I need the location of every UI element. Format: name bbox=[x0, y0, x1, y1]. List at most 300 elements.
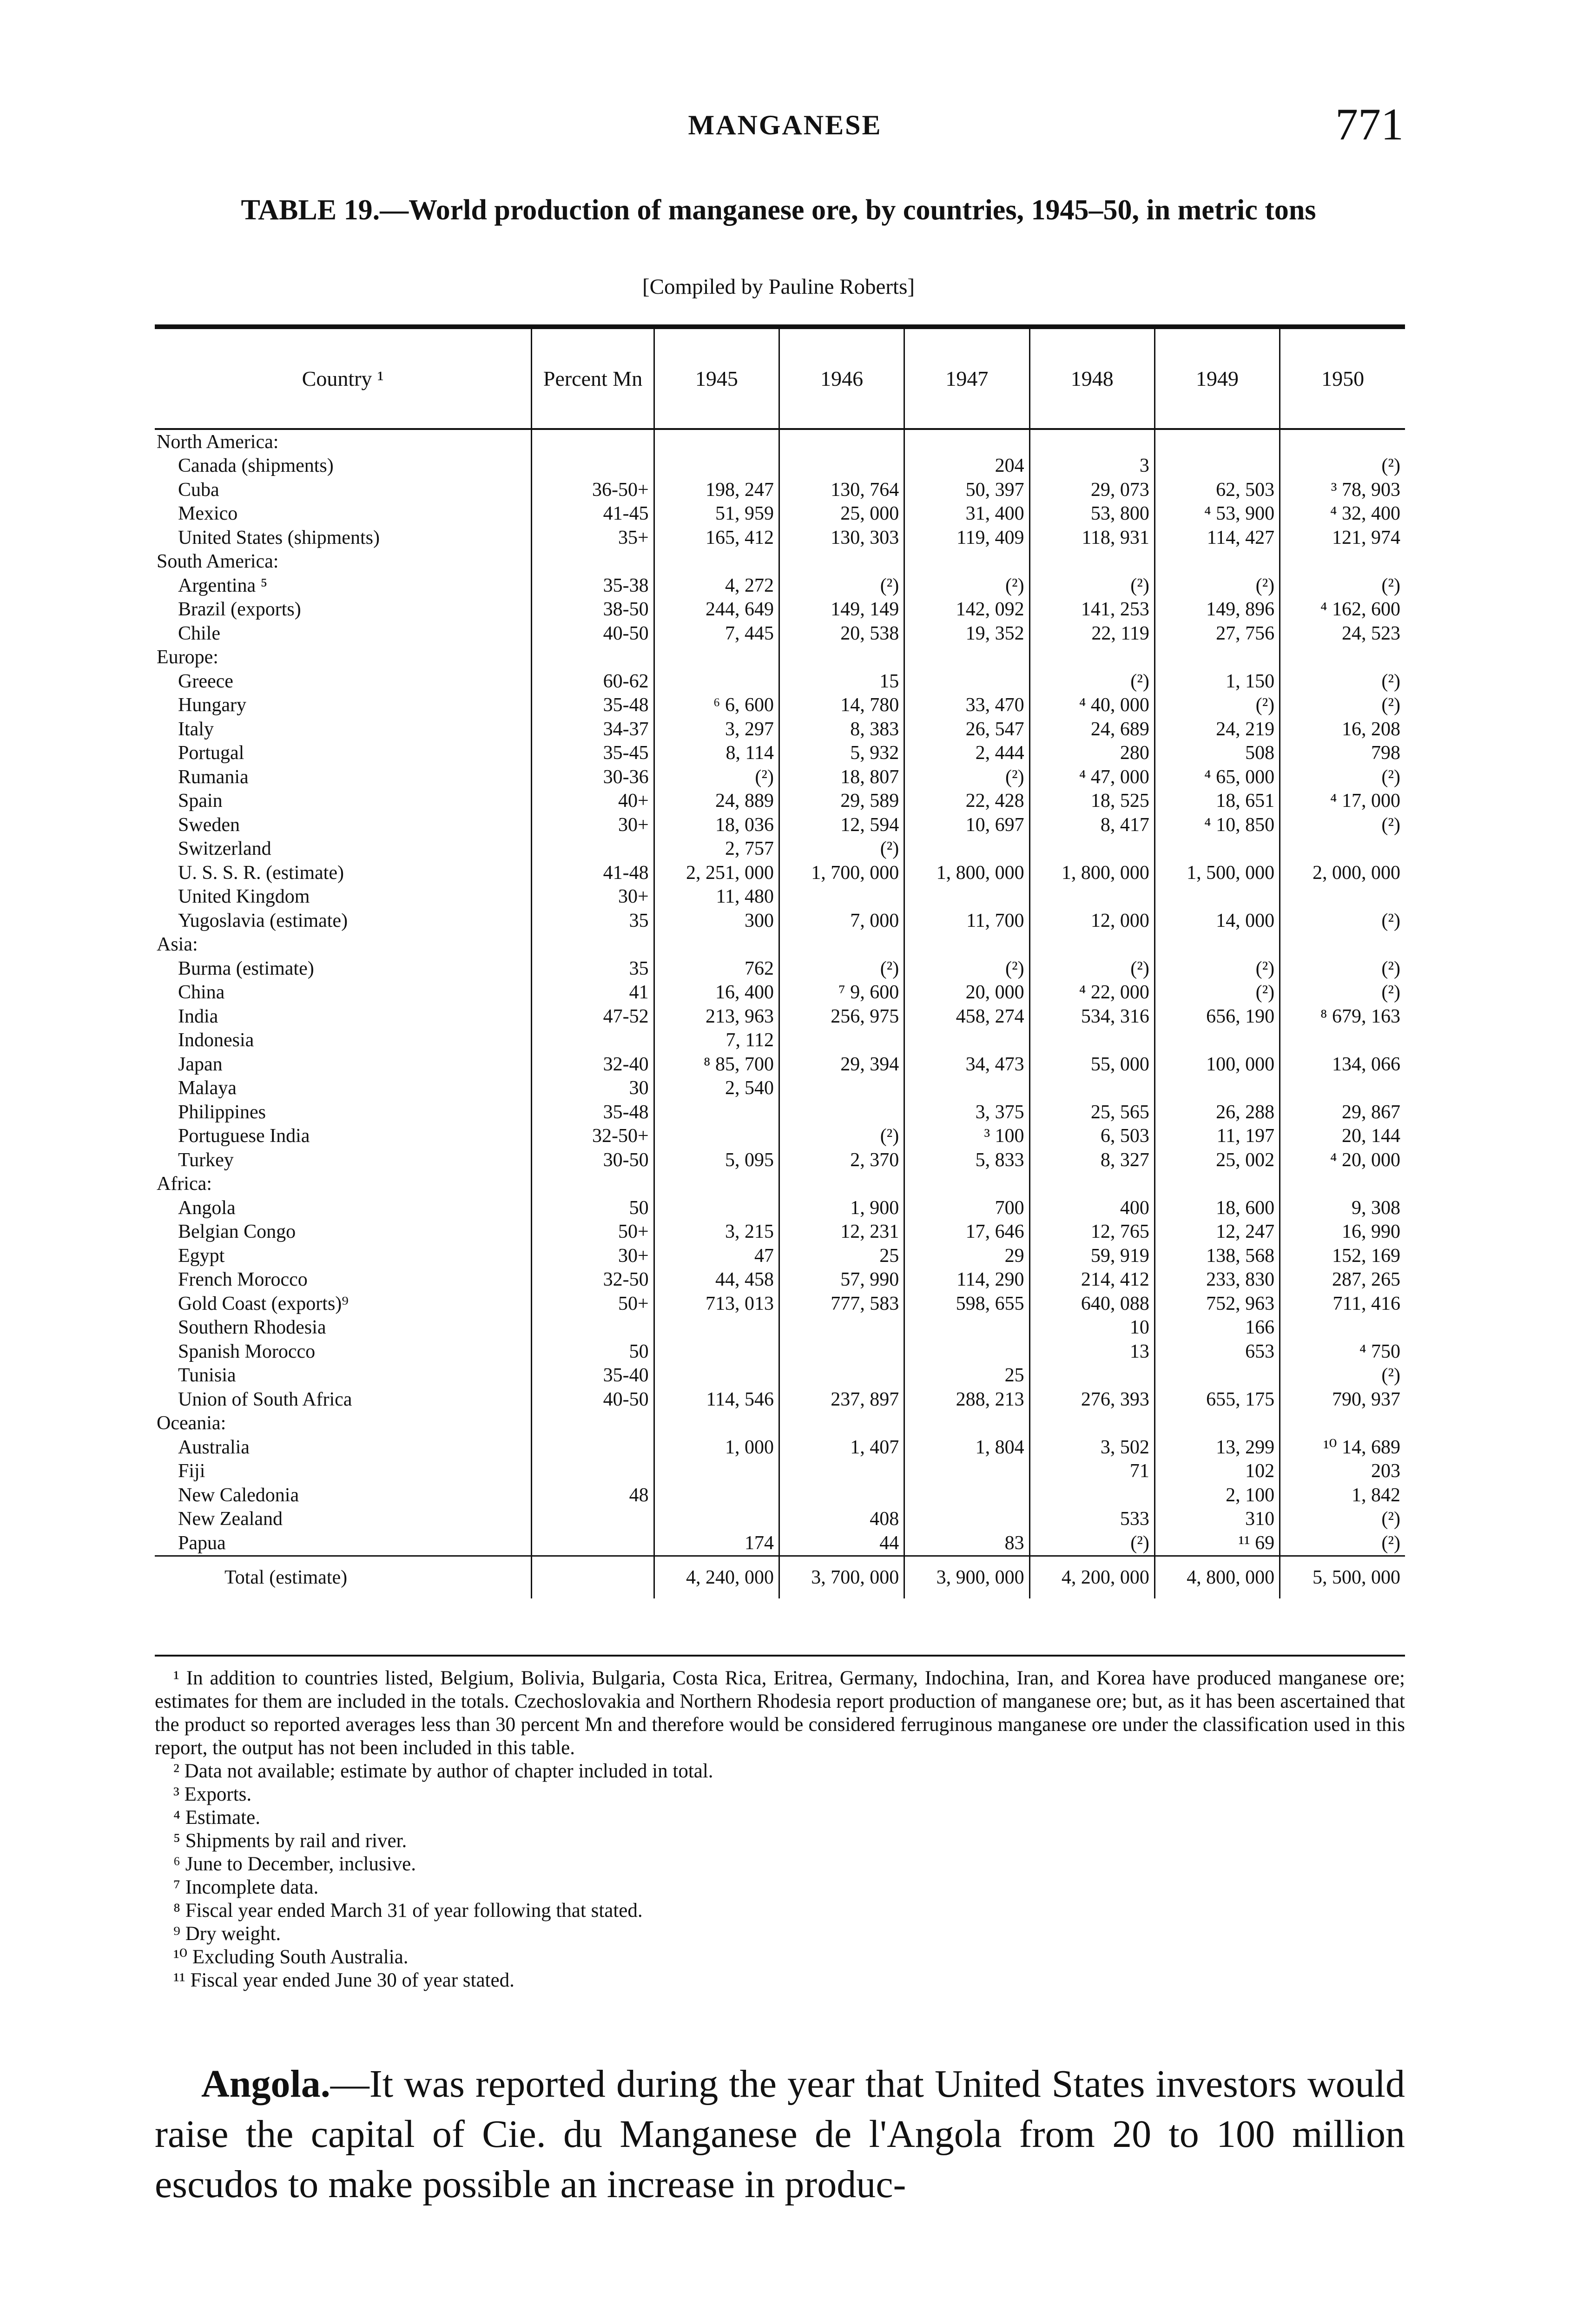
production-cell: ⁸ 85, 700 bbox=[654, 1052, 779, 1076]
production-cell bbox=[904, 669, 1029, 693]
table-row bbox=[155, 1340, 1405, 1364]
production-cell: 13 bbox=[1029, 1340, 1154, 1364]
production-cell: ⁴ 65, 000 bbox=[1154, 765, 1280, 789]
production-cell bbox=[779, 1172, 904, 1196]
table-row bbox=[155, 1316, 1405, 1340]
production-cell: 3, 502 bbox=[1029, 1435, 1154, 1459]
production-cell: 18, 651 bbox=[1154, 789, 1280, 813]
production-cell bbox=[779, 1483, 904, 1507]
table-row bbox=[155, 478, 1405, 502]
production-cell: 14, 000 bbox=[1154, 909, 1280, 933]
country-cell: Sweden bbox=[178, 814, 240, 836]
production-cell bbox=[1280, 1172, 1405, 1196]
production-cell: 5, 833 bbox=[904, 1148, 1029, 1172]
production-cell: ¹¹ 69 bbox=[1154, 1531, 1280, 1556]
production-cell bbox=[1029, 1483, 1154, 1507]
country-cell: India bbox=[178, 1005, 218, 1027]
production-cell bbox=[654, 1340, 779, 1364]
country-cell: Hungary bbox=[178, 694, 246, 716]
footnote: ⁶ June to December, inclusive. bbox=[173, 1853, 416, 1875]
production-cell: 51, 959 bbox=[654, 502, 779, 526]
production-cell bbox=[1280, 885, 1405, 909]
production-cell: (²) bbox=[1280, 957, 1405, 981]
table-section-row bbox=[155, 429, 1405, 454]
production-cell: ⁴ 47, 000 bbox=[1029, 765, 1154, 789]
production-cell: 1, 800, 000 bbox=[904, 861, 1029, 885]
page-number: 771 bbox=[1335, 99, 1404, 150]
production-cell: (²) bbox=[779, 574, 904, 598]
production-cell: (²) bbox=[1280, 1364, 1405, 1388]
production-cell: 3 bbox=[1029, 454, 1154, 478]
production-cell bbox=[654, 1100, 779, 1124]
production-cell: (²) bbox=[1154, 574, 1280, 598]
production-cell: 11, 700 bbox=[904, 909, 1029, 933]
country-cell: Rumania bbox=[178, 766, 249, 788]
production-cell bbox=[1280, 933, 1405, 957]
table-row bbox=[155, 1124, 1405, 1149]
production-cell bbox=[1029, 933, 1154, 957]
production-cell: 8, 383 bbox=[779, 717, 904, 741]
production-cell: 11, 197 bbox=[1154, 1124, 1280, 1149]
production-cell: (²) bbox=[904, 765, 1029, 789]
paragraph-text: —It was reported during the year that United States investors would raise the capital of Cie. du Manganese de l'Angola from 20 to 100 million escudos to make possible an increase in produc- bbox=[155, 2062, 1405, 2206]
production-cell: 408 bbox=[779, 1507, 904, 1532]
country-cell: Egypt bbox=[178, 1245, 225, 1267]
production-cell: 4, 800, 000 bbox=[1154, 1556, 1280, 1598]
production-cell bbox=[654, 1459, 779, 1484]
production-cell bbox=[1154, 1172, 1280, 1196]
production-cell bbox=[1154, 1029, 1280, 1053]
production-cell: 12, 594 bbox=[779, 813, 904, 837]
production-cell bbox=[1029, 1029, 1154, 1053]
table-row bbox=[155, 574, 1405, 598]
table-row bbox=[155, 837, 1405, 861]
production-cell: 25 bbox=[779, 1244, 904, 1268]
percent-mn-cell: 50 bbox=[532, 1340, 654, 1364]
production-cell: 20, 538 bbox=[779, 621, 904, 646]
production-table bbox=[155, 324, 1405, 1598]
production-cell bbox=[779, 1100, 904, 1124]
production-cell: 508 bbox=[1154, 741, 1280, 766]
table-section-row bbox=[155, 1412, 1405, 1436]
production-cell: 138, 568 bbox=[1154, 1244, 1280, 1268]
production-cell: 16, 400 bbox=[654, 981, 779, 1005]
production-cell: 1, 900 bbox=[779, 1196, 904, 1220]
production-cell bbox=[904, 933, 1029, 957]
table-row bbox=[155, 1483, 1405, 1507]
production-cell: (²) bbox=[1280, 909, 1405, 933]
production-cell bbox=[654, 646, 779, 670]
production-cell: (²) bbox=[1029, 669, 1154, 693]
production-cell bbox=[904, 550, 1029, 574]
country-cell: Portugal bbox=[178, 742, 244, 764]
percent-mn-cell: 30+ bbox=[532, 885, 654, 909]
production-cell: 12, 231 bbox=[779, 1220, 904, 1244]
production-cell bbox=[1280, 1412, 1405, 1436]
percent-mn-cell bbox=[532, 454, 654, 478]
column-header: 1946 bbox=[779, 327, 904, 429]
production-cell: (²) bbox=[654, 765, 779, 789]
percent-mn-cell: 50 bbox=[532, 1196, 654, 1220]
production-cell bbox=[1154, 837, 1280, 861]
production-cell: (²) bbox=[1029, 1531, 1154, 1556]
country-cell: United States (shipments) bbox=[178, 527, 380, 548]
production-cell: 762 bbox=[654, 957, 779, 981]
production-cell: 31, 400 bbox=[904, 502, 1029, 526]
percent-mn-cell bbox=[532, 646, 654, 670]
percent-mn-cell: 48 bbox=[532, 1483, 654, 1507]
percent-mn-cell: 50+ bbox=[532, 1220, 654, 1244]
production-cell bbox=[1029, 550, 1154, 574]
production-cell: (²) bbox=[1280, 813, 1405, 837]
production-cell: ⁴ 10, 850 bbox=[1154, 813, 1280, 837]
production-cell: 119, 409 bbox=[904, 526, 1029, 550]
production-cell bbox=[1029, 1412, 1154, 1436]
production-cell: 149, 149 bbox=[779, 598, 904, 622]
production-cell bbox=[779, 646, 904, 670]
percent-mn-cell: 32-40 bbox=[532, 1052, 654, 1076]
country-cell: Philippines bbox=[178, 1101, 266, 1123]
production-cell: ³ 100 bbox=[904, 1124, 1029, 1149]
table-row bbox=[155, 1435, 1405, 1459]
production-cell: 5, 500, 000 bbox=[1280, 1556, 1405, 1598]
production-cell bbox=[1280, 1029, 1405, 1053]
footnote: ⁴ Estimate. bbox=[173, 1807, 260, 1829]
production-cell: 7, 112 bbox=[654, 1029, 779, 1053]
percent-mn-cell: 36-50+ bbox=[532, 478, 654, 502]
production-cell: 44 bbox=[779, 1531, 904, 1556]
production-cell: 118, 931 bbox=[1029, 526, 1154, 550]
production-cell: ⁴ 40, 000 bbox=[1029, 693, 1154, 718]
production-cell: 256, 975 bbox=[779, 1004, 904, 1029]
percent-mn-cell bbox=[532, 1316, 654, 1340]
percent-mn-cell: 60-62 bbox=[532, 669, 654, 693]
production-cell: 24, 219 bbox=[1154, 717, 1280, 741]
production-cell: (²) bbox=[1029, 957, 1154, 981]
production-cell: 400 bbox=[1029, 1196, 1154, 1220]
percent-mn-cell bbox=[532, 1556, 654, 1598]
country-cell: New Zealand bbox=[178, 1508, 283, 1530]
production-cell: 19, 352 bbox=[904, 621, 1029, 646]
percent-mn-cell: 35 bbox=[532, 909, 654, 933]
production-cell: 22, 119 bbox=[1029, 621, 1154, 646]
table-section-row bbox=[155, 550, 1405, 574]
production-cell: 5, 095 bbox=[654, 1148, 779, 1172]
production-cell: 18, 600 bbox=[1154, 1196, 1280, 1220]
production-cell bbox=[779, 1412, 904, 1436]
production-cell: 640, 088 bbox=[1029, 1292, 1154, 1316]
production-cell bbox=[779, 1029, 904, 1053]
production-cell bbox=[1029, 885, 1154, 909]
production-cell: ⁴ 750 bbox=[1280, 1340, 1405, 1364]
production-cell: 18, 807 bbox=[779, 765, 904, 789]
production-cell: 17, 646 bbox=[904, 1220, 1029, 1244]
production-cell: 1, 500, 000 bbox=[1154, 861, 1280, 885]
production-cell bbox=[779, 550, 904, 574]
production-cell: 198, 247 bbox=[654, 478, 779, 502]
percent-mn-cell: 30 bbox=[532, 1076, 654, 1101]
percent-mn-cell bbox=[532, 1172, 654, 1196]
production-cell bbox=[904, 1076, 1029, 1101]
country-cell: Total (estimate) bbox=[155, 1556, 532, 1598]
production-cell: ⁴ 22, 000 bbox=[1029, 981, 1154, 1005]
production-cell: 12, 247 bbox=[1154, 1220, 1280, 1244]
production-cell: 29, 073 bbox=[1029, 478, 1154, 502]
production-cell bbox=[1154, 454, 1280, 478]
table-subtitle: [Compiled by Pauline Roberts] bbox=[642, 275, 915, 299]
production-cell: 1, 150 bbox=[1154, 669, 1280, 693]
column-header: Country ¹ bbox=[155, 327, 532, 429]
table-row bbox=[155, 1507, 1405, 1532]
percent-mn-cell: 35+ bbox=[532, 526, 654, 550]
percent-mn-cell bbox=[532, 550, 654, 574]
footnote: ¹ In addition to countries listed, Belgium, Bolivia, Bulgaria, Costa Rica, Eritrea, Germany, Indochina, Iran, and Korea have produced manganese ore; estimates for them are included in the totals. Czechoslovakia and Northern Rhodesia report production of manganese ore; but, as it has been ascertained that the product so reported averages less than 30 percent Mn and therefore would be considered ferruginous manganese ore under the classification used in this report, the output has not been included in this table. bbox=[155, 1667, 1405, 1759]
production-cell: 24, 889 bbox=[654, 789, 779, 813]
production-cell: 244, 649 bbox=[654, 598, 779, 622]
country-cell: Mexico bbox=[178, 503, 238, 525]
percent-mn-cell: 38-50 bbox=[532, 598, 654, 622]
production-cell bbox=[1029, 646, 1154, 670]
production-cell bbox=[1280, 646, 1405, 670]
production-cell bbox=[1154, 1364, 1280, 1388]
production-cell: 29 bbox=[904, 1244, 1029, 1268]
production-cell: ⁸ 679, 163 bbox=[1280, 1004, 1405, 1029]
production-cell bbox=[904, 1340, 1029, 1364]
country-cell: South America: bbox=[157, 551, 279, 573]
table-row bbox=[155, 621, 1405, 646]
production-cell: 4, 200, 000 bbox=[1029, 1556, 1154, 1598]
production-cell: 3, 375 bbox=[904, 1100, 1029, 1124]
production-cell: (²) bbox=[1280, 669, 1405, 693]
percent-mn-cell bbox=[532, 429, 654, 454]
production-cell: 12, 765 bbox=[1029, 1220, 1154, 1244]
production-cell: 752, 963 bbox=[1154, 1292, 1280, 1316]
production-cell: 102 bbox=[1154, 1459, 1280, 1484]
production-cell: (²) bbox=[904, 957, 1029, 981]
table-total-row bbox=[155, 1556, 1405, 1598]
production-cell: 25, 000 bbox=[779, 502, 904, 526]
column-header: Percent Mn bbox=[532, 327, 654, 429]
column-header: 1945 bbox=[654, 327, 779, 429]
production-cell bbox=[1154, 646, 1280, 670]
country-cell: Canada (shipments) bbox=[178, 455, 334, 477]
country-cell: Africa: bbox=[157, 1173, 212, 1195]
column-header: 1947 bbox=[904, 327, 1029, 429]
percent-mn-cell: 40-50 bbox=[532, 1387, 654, 1412]
percent-mn-cell: 41-48 bbox=[532, 861, 654, 885]
footnote: ¹⁰ Excluding South Australia. bbox=[173, 1946, 409, 1968]
footnote: ⁵ Shipments by rail and river. bbox=[173, 1830, 407, 1852]
production-cell: (²) bbox=[779, 837, 904, 861]
percent-mn-cell bbox=[532, 1029, 654, 1053]
percent-mn-cell bbox=[532, 837, 654, 861]
percent-mn-cell: 32-50+ bbox=[532, 1124, 654, 1149]
production-cell: 2, 000, 000 bbox=[1280, 861, 1405, 885]
production-cell bbox=[654, 1196, 779, 1220]
production-cell: 2, 370 bbox=[779, 1148, 904, 1172]
production-cell: (²) bbox=[779, 957, 904, 981]
country-cell: Fiji bbox=[178, 1460, 205, 1482]
production-cell: 700 bbox=[904, 1196, 1029, 1220]
production-cell: 8, 417 bbox=[1029, 813, 1154, 837]
production-cell: 55, 000 bbox=[1029, 1052, 1154, 1076]
percent-mn-cell: 30-50 bbox=[532, 1148, 654, 1172]
percent-mn-cell: 47-52 bbox=[532, 1004, 654, 1029]
table-row bbox=[155, 1268, 1405, 1292]
production-cell: 2, 100 bbox=[1154, 1483, 1280, 1507]
percent-mn-cell: 32-50 bbox=[532, 1268, 654, 1292]
production-cell bbox=[1154, 429, 1280, 454]
production-cell: 57, 990 bbox=[779, 1268, 904, 1292]
country-cell: Spanish Morocco bbox=[178, 1340, 316, 1362]
country-cell: Southern Rhodesia bbox=[178, 1317, 326, 1339]
table-row bbox=[155, 861, 1405, 885]
percent-mn-cell: 35-38 bbox=[532, 574, 654, 598]
percent-mn-cell bbox=[532, 933, 654, 957]
table-row bbox=[155, 981, 1405, 1005]
production-cell: 29, 589 bbox=[779, 789, 904, 813]
production-cell: 14, 780 bbox=[779, 693, 904, 718]
production-cell: 142, 092 bbox=[904, 598, 1029, 622]
column-header: 1950 bbox=[1280, 327, 1405, 429]
production-cell: (²) bbox=[1280, 1507, 1405, 1532]
table-row bbox=[155, 1148, 1405, 1172]
production-cell: 8, 327 bbox=[1029, 1148, 1154, 1172]
table-row bbox=[155, 454, 1405, 478]
footnote: ⁷ Incomplete data. bbox=[173, 1876, 319, 1898]
table-row bbox=[155, 1387, 1405, 1412]
country-cell: Japan bbox=[178, 1053, 223, 1075]
production-cell: 1, 000 bbox=[654, 1435, 779, 1459]
production-cell: 9, 308 bbox=[1280, 1196, 1405, 1220]
country-cell: Cuba bbox=[178, 479, 219, 501]
production-cell: 114, 546 bbox=[654, 1387, 779, 1412]
production-cell bbox=[779, 1316, 904, 1340]
percent-mn-cell: 41-45 bbox=[532, 502, 654, 526]
production-cell: 1, 804 bbox=[904, 1435, 1029, 1459]
production-cell: 204 bbox=[904, 454, 1029, 478]
production-cell: 310 bbox=[1154, 1507, 1280, 1532]
percent-mn-cell bbox=[532, 1507, 654, 1532]
table-row bbox=[155, 598, 1405, 622]
production-cell: 166 bbox=[1154, 1316, 1280, 1340]
country-cell: Tunisia bbox=[178, 1365, 236, 1386]
production-cell: 653 bbox=[1154, 1340, 1280, 1364]
production-cell: 114, 290 bbox=[904, 1268, 1029, 1292]
production-cell: 10 bbox=[1029, 1316, 1154, 1340]
production-cell: 237, 897 bbox=[779, 1387, 904, 1412]
production-cell: 598, 655 bbox=[904, 1292, 1029, 1316]
production-cell: 1, 842 bbox=[1280, 1483, 1405, 1507]
country-cell: Belgian Congo bbox=[178, 1221, 296, 1243]
footnote: ⁸ Fiscal year ended March 31 of year following that stated. bbox=[173, 1900, 643, 1921]
production-cell: 149, 896 bbox=[1154, 598, 1280, 622]
production-cell bbox=[904, 1172, 1029, 1196]
production-cell: (²) bbox=[779, 1124, 904, 1149]
table-title: TABLE 19.—World production of manganese ore, by countries, 1945–50, in metric tons bbox=[241, 194, 1316, 226]
country-cell: Argentina ⁵ bbox=[178, 574, 268, 596]
production-cell bbox=[904, 1459, 1029, 1484]
production-cell: 4, 272 bbox=[654, 574, 779, 598]
production-cell bbox=[904, 429, 1029, 454]
table-row bbox=[155, 693, 1405, 718]
column-header: 1949 bbox=[1154, 327, 1280, 429]
production-cell: 100, 000 bbox=[1154, 1052, 1280, 1076]
country-cell: China bbox=[178, 982, 225, 1004]
production-cell: 214, 412 bbox=[1029, 1268, 1154, 1292]
percent-mn-cell: 35 bbox=[532, 957, 654, 981]
production-cell: (²) bbox=[1154, 981, 1280, 1005]
table-section-row bbox=[155, 1172, 1405, 1196]
production-cell: ⁶ 6, 600 bbox=[654, 693, 779, 718]
production-cell: 24, 689 bbox=[1029, 717, 1154, 741]
production-cell bbox=[779, 1340, 904, 1364]
table-row bbox=[155, 1076, 1405, 1101]
country-cell: Asia: bbox=[157, 934, 198, 956]
production-cell: 533 bbox=[1029, 1507, 1154, 1532]
country-cell: Oceania: bbox=[157, 1413, 226, 1434]
production-cell: 213, 963 bbox=[654, 1004, 779, 1029]
table-row bbox=[155, 813, 1405, 837]
table-row bbox=[155, 909, 1405, 933]
production-cell: 25 bbox=[904, 1364, 1029, 1388]
production-cell: 29, 867 bbox=[1280, 1100, 1405, 1124]
table-row bbox=[155, 1531, 1405, 1556]
production-cell: 47 bbox=[654, 1244, 779, 1268]
production-cell bbox=[1154, 1076, 1280, 1101]
production-cell: 11, 480 bbox=[654, 885, 779, 909]
table-header-row bbox=[155, 327, 1405, 429]
production-cell: 20, 000 bbox=[904, 981, 1029, 1005]
percent-mn-cell: 35-48 bbox=[532, 1100, 654, 1124]
production-cell bbox=[1029, 1364, 1154, 1388]
production-cell: (²) bbox=[1154, 957, 1280, 981]
production-cell bbox=[904, 1507, 1029, 1532]
production-cell: 8, 114 bbox=[654, 741, 779, 766]
production-cell bbox=[1154, 885, 1280, 909]
percent-mn-cell: 40-50 bbox=[532, 621, 654, 646]
production-cell: 16, 990 bbox=[1280, 1220, 1405, 1244]
production-cell: 276, 393 bbox=[1029, 1387, 1154, 1412]
percent-mn-cell: 35-45 bbox=[532, 741, 654, 766]
country-cell: French Morocco bbox=[178, 1269, 308, 1291]
production-cell bbox=[904, 646, 1029, 670]
percent-mn-cell bbox=[532, 1435, 654, 1459]
production-cell bbox=[1154, 1412, 1280, 1436]
production-cell: 29, 394 bbox=[779, 1052, 904, 1076]
production-cell: (²) bbox=[1280, 574, 1405, 598]
production-cell: 13, 299 bbox=[1154, 1435, 1280, 1459]
production-cell: 7, 000 bbox=[779, 909, 904, 933]
production-cell: 33, 470 bbox=[904, 693, 1029, 718]
production-cell bbox=[904, 1316, 1029, 1340]
table-row bbox=[155, 1052, 1405, 1076]
production-cell: ¹⁰ 14, 689 bbox=[1280, 1435, 1405, 1459]
table-row bbox=[155, 885, 1405, 909]
country-cell: Union of South Africa bbox=[178, 1388, 352, 1410]
production-cell: 114, 427 bbox=[1154, 526, 1280, 550]
country-cell: Greece bbox=[178, 670, 233, 692]
country-cell: Angola bbox=[178, 1197, 236, 1219]
production-cell bbox=[904, 885, 1029, 909]
production-cell: 22, 428 bbox=[904, 789, 1029, 813]
production-cell: 25, 565 bbox=[1029, 1100, 1154, 1124]
production-cell: 50, 397 bbox=[904, 478, 1029, 502]
country-cell: Spain bbox=[178, 790, 223, 812]
table-body bbox=[155, 429, 1405, 1598]
production-cell: ⁴ 162, 600 bbox=[1280, 598, 1405, 622]
production-cell bbox=[904, 837, 1029, 861]
